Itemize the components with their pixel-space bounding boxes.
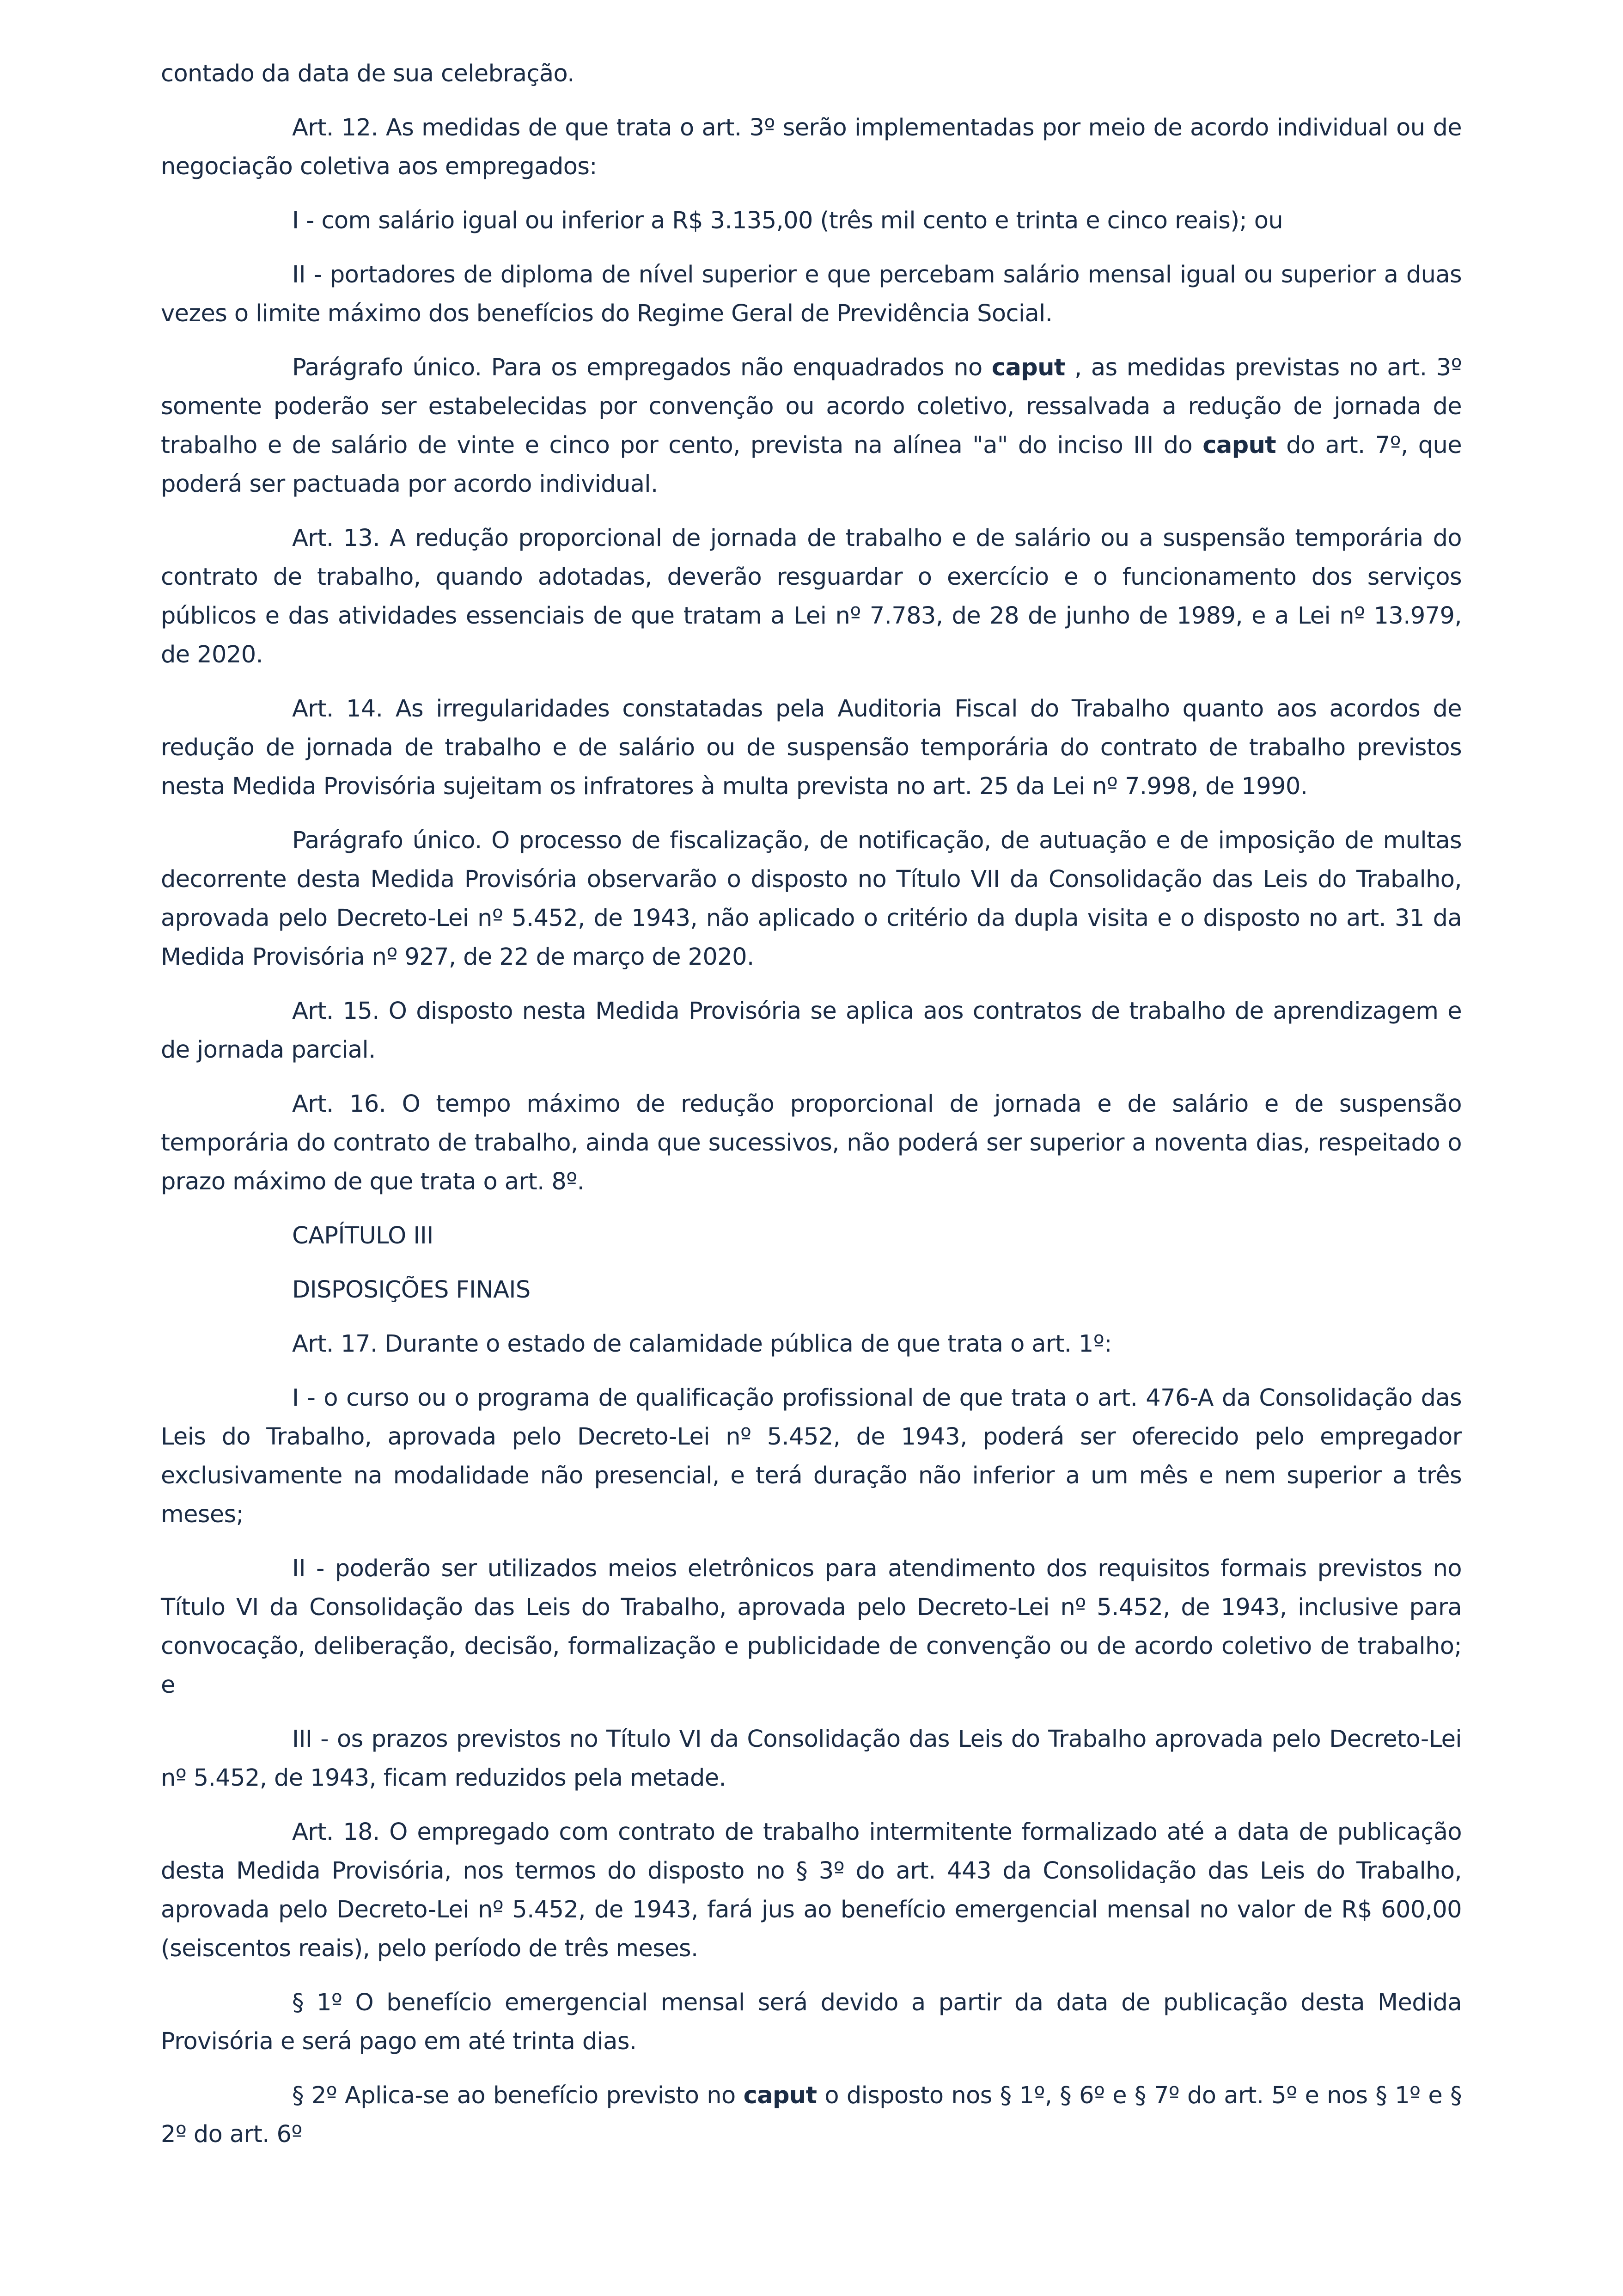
article-12-item-ii: II - portadores de diploma de nível superior e que percebam salário mensal igual ou superior a duas vezes o limite máximo dos benefícios do Regime Geral de Previdência Social. xyxy=(161,261,1462,327)
chapter-title: DISPOSIÇÕES FINAIS xyxy=(292,1276,531,1304)
article-12: Art. 12. As medidas de que trata o art. 3º serão implementadas por meio de acordo individual ou de negociação coletiva aos empregados: xyxy=(161,114,1462,180)
chapter-heading: CAPÍTULO III xyxy=(292,1222,433,1249)
article-15: Art. 15. O disposto nesta Medida Provisória se aplica aos contratos de trabalho de aprendizagem e de jornada parcial. xyxy=(161,998,1462,1064)
article-14: Art. 14. As irregularidades constatadas pela Auditoria Fiscal do Trabalho quanto aos acordos de redução de jornada de trabalho e de salário ou de suspensão temporária do contrato de trabalho previstos nesta Medida Provisória sujeitam os infratores à multa prevista no art. 25 da Lei nº 7.998, de 1990. xyxy=(161,695,1462,800)
article-17-item-i: I - o curso ou o programa de qualificação profissional de que trata o art. 476-A da Consolidação das Leis do Trabalho, aprovada pelo Decreto-Lei nº 5.452, de 1943, poderá ser oferecido pelo empregador exclusivamente na modalidade não presencial, e terá duração não inferior a um mês e nem superior a três meses; xyxy=(161,1384,1462,1528)
article-12-sole-paragraph xyxy=(161,349,1462,504)
text-run: do art. 7º, que poderá ser pactuada por acordo individual. xyxy=(161,432,1462,498)
article-18-paragraph-2 xyxy=(161,2076,1462,2154)
article-14-sole-paragraph: Parágrafo único. O processo de fiscalização, de notificação, de autuação e de imposição de multas decorrente desta Medida Provisória observarão o disposto no Título VII da Consolidação das Leis do Trabalho, aprovada pelo Decreto-Lei nº 5.452, de 1943, não aplicado o critério da dupla visita e o disposto no art. 31 da Medida Provisória nº 927, de 22 de março de 2020. xyxy=(161,827,1462,971)
article-17: Art. 17. Durante o estado de calamidade pública de que trata o art. 1º: xyxy=(292,1330,1112,1358)
article-18: Art. 18. O empregado com contrato de trabalho intermitente formalizado até a data de publicação desta Medida Provisória, nos termos do disposto no § 3º do art. 443 da Consolidação das Leis do Trabalho, aprovada pelo Decreto-Lei nº 5.452, de 1943, fará jus ao benefício emergencial mensal no valor de R$ 600,00 (seiscentos reais), pelo período de três meses. xyxy=(161,1818,1462,1962)
article-12-item-i: I - com salário igual ou inferior a R$ 3.135,00 (três mil cento e trinta e cinco reais); ou xyxy=(292,207,1283,234)
text-run: § 2º Aplica-se ao benefício previsto no xyxy=(292,2082,744,2109)
article-17-item-iii: III - os prazos previstos no Título VI da Consolidação das Leis do Trabalho aprovada pelo Decreto-Lei nº 5.452, de 1943, ficam reduzidos pela metade. xyxy=(161,1726,1462,1792)
article-17-item-ii: II - poderão ser utilizados meios eletrônicos para atendimento dos requisitos formais previstos no Título VI da Consolidação das Leis do Trabalho, aprovada pelo Decreto-Lei nº 5.452, de 1943, inclusive para convocação, deliberação, decisão, formalização e publicidade de convenção ou de acordo coletivo de trabalho; e xyxy=(161,1555,1462,1699)
article-13: Art. 13. A redução proporcional de jornada de trabalho e de salário ou a suspensão temporária do contrato de trabalho, quando adotadas, deverão resguardar o exercício e o funcionamento dos serviços públicos e das atividades essenciais de que tratam a Lei nº 7.783, de 28 de junho de 1989, e a Lei nº 13.979, de 2020. xyxy=(161,525,1462,668)
text-run: o disposto nos § 1º, § 6º e § 7º do art. 5º e nos § 1º e § 2º do art. 6º xyxy=(161,2082,1462,2148)
document-page xyxy=(161,55,1462,2169)
article-16: Art. 16. O tempo máximo de redução proporcional de jornada e de salário e de suspensão temporária do contrato de trabalho, ainda que sucessivos, não poderá ser superior a noventa dias, respeitado o prazo máximo de que trata o art. 8º. xyxy=(161,1090,1462,1195)
text-run: Parágrafo único. Para os empregados não enquadrados no xyxy=(292,354,992,381)
bold-term-caput: caput xyxy=(743,2082,817,2109)
paragraph-continuation: contado da data de sua celebração. xyxy=(161,60,574,87)
text-run: , as medidas previstas no art. 3º somente poderão ser estabelecidas por convenção ou acordo coletivo, ressalvada a redução de jornada de trabalho e de salário de vinte e cinco por cento, prevista na alínea "a" do inciso III do xyxy=(161,354,1462,459)
bold-term-caput: caput xyxy=(991,354,1065,381)
bold-term-caput: caput xyxy=(1202,432,1276,459)
article-18-paragraph-1: § 1º O benefício emergencial mensal será devido a partir da data de publicação desta Medida Provisória e será pago em até trinta dias. xyxy=(161,1989,1462,2055)
